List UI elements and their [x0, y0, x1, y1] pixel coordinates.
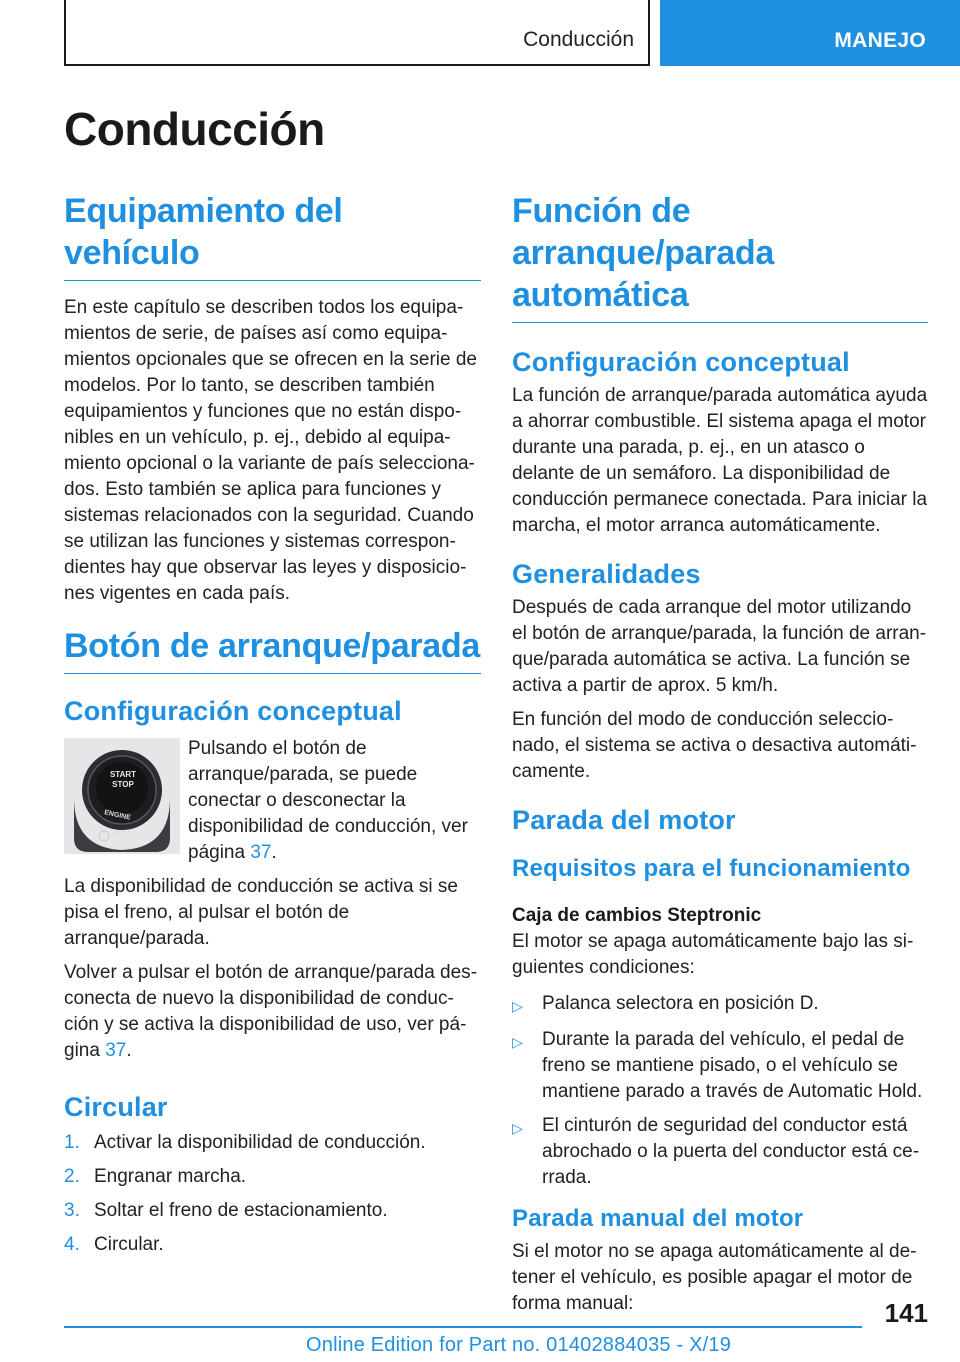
subsection-title-concept: Configuración conceptual	[64, 696, 402, 726]
header-section-title: Conducción	[523, 28, 634, 51]
start-stop-figure-block	[64, 736, 481, 960]
conditions-list	[512, 991, 928, 1191]
manual-stop-paragraph: Si el motor no se apaga automáticamente al detener el vehículo, es posible apagar el motor de forma manual:	[512, 1241, 917, 1314]
step-number: 3.	[64, 1200, 80, 1221]
list-item	[64, 1198, 481, 1224]
step-text: Activar la disponibilidad de conducción.	[94, 1132, 426, 1153]
footer-edition-text: Online Edition for Part no. 01402884035 - X/19	[306, 1334, 732, 1356]
start-stop-text-3: Volver a pulsar el botón de arranque/parada desconecta de nuevo la disponibilidad de conducción y se activa la disponibilidad de uso, ver página	[64, 962, 478, 1061]
subsection-title-engine-stop: Parada del motor	[512, 805, 736, 835]
step-text: Soltar el freno de estacionamiento.	[94, 1200, 388, 1221]
start-stop-text-3-end: .	[126, 1040, 132, 1061]
image-label-engine: ENGINE	[103, 809, 132, 822]
list-item	[512, 1113, 928, 1191]
header-chapter-tab[interactable]	[660, 0, 960, 66]
list-item	[512, 991, 928, 1019]
step-number: 2.	[64, 1166, 80, 1187]
requirements-paragraph: El motor se apaga automáticamente bajo las siguientes condiciones:	[512, 931, 914, 978]
image-label-start: START	[109, 770, 137, 779]
triangle-bullet-icon: ▷	[512, 1120, 523, 1136]
auto-start-stop-concept-paragraph: La función de arranque/parada automática ayuda a ahorrar combustible. El sistema apaga el motor durante una parada, p. ej., en un atasco o delante de un semáforo. La disponibilidad de conducción permanece conectada. Para iniciar la marcha, el motor arranca automáticamente.	[512, 385, 928, 536]
image-label-off: OFF	[113, 832, 125, 838]
image-label-stop: STOP	[112, 780, 134, 789]
list-item	[64, 1164, 481, 1190]
header-section-box	[64, 0, 650, 66]
condition-text: Durante la parada del vehículo, el pedal de freno se mantiene pisado, o el vehículo se mantiene parado a través de Automatic Hold.	[542, 1029, 923, 1102]
start-stop-paragraph-3	[64, 960, 481, 1064]
subsubsection-title-manual-stop: Parada manual del motor	[512, 1205, 804, 1232]
section-title-start-stop-button: Botón de arranque/parada	[64, 625, 481, 674]
header-chapter-label: MANEJO	[834, 29, 926, 52]
subsection-title-driving: Circular	[64, 1092, 168, 1122]
step-number: 4.	[64, 1234, 80, 1255]
right-column	[512, 190, 928, 1325]
list-item	[512, 1027, 928, 1105]
triangle-bullet-icon: ▷	[512, 998, 523, 1014]
section-title-equipment: Equipamiento del vehículo	[64, 190, 481, 281]
footer-divider	[64, 1326, 862, 1328]
general-paragraph-1: Después de cada arranque del motor utilizando el botón de arranque/parada, la función de arranque/parada automática se activa. La función se activa a partir de aprox. 5 km/h.	[512, 597, 927, 696]
condition-text: Palanca selectora en posición D.	[542, 993, 819, 1014]
driving-steps-list	[64, 1130, 481, 1258]
start-stop-text-1: Pulsando el botón de arranque/parada, se puede conectar o desconectar la disponibilidad de conducción, ver página	[188, 738, 468, 863]
section-title-auto-start-stop: Función de arranque/parada automática	[512, 190, 928, 323]
page-title: Conducción	[64, 103, 325, 155]
start-stop-button-image	[64, 738, 180, 854]
list-item	[64, 1130, 481, 1156]
page-ref-link-37-b[interactable]: 37	[105, 1040, 127, 1061]
page-ref-link-37[interactable]: 37	[250, 842, 272, 863]
start-stop-paragraph-2: La disponibilidad de conducción se activa si se pisa el freno, al pulsar el botón de arranque/parada.	[64, 876, 458, 949]
subsection-title-concept-right: Configuración conceptual	[512, 347, 850, 377]
start-stop-text-1-end: .	[271, 842, 277, 863]
subsubsection-title-requirements: Requisitos para el funcionamiento	[512, 855, 911, 882]
equipment-paragraph: En este capítulo se describen todos los equipamientos de serie, de países así como equipamientos opcionales que se ofrecen en la serie de modelos. Por lo tanto, se describen también equipamientos y funciones que no están disponibles en un vehículo, p. ej., debido al equipamiento opcional o la variante de país seleccionados. Esto también se aplica para funciones y sistemas relacionados con la seguridad. Cuando se utilizan las funciones y sistemas correspondientes hay que observar las leyes y disposiciones vigentes en cada país.	[64, 297, 477, 604]
general-paragraph-2: En función del modo de conducción seleccionado, el sistema se activa o desactiva automáticamente.	[512, 709, 917, 782]
subsection-title-general: Generalidades	[512, 559, 701, 589]
steptronic-heading: Caja de cambios Steptronic	[512, 905, 762, 926]
step-text: Circular.	[94, 1234, 164, 1255]
condition-text: El cinturón de seguridad del conductor está abrochado o la puerta del conductor está cerrada.	[542, 1115, 920, 1188]
page-number: 141	[884, 1298, 928, 1328]
step-text: Engranar marcha.	[94, 1166, 247, 1187]
step-number: 1.	[64, 1132, 80, 1153]
list-item	[64, 1232, 481, 1258]
left-column	[64, 190, 481, 1266]
triangle-bullet-icon: ▷	[512, 1034, 523, 1050]
